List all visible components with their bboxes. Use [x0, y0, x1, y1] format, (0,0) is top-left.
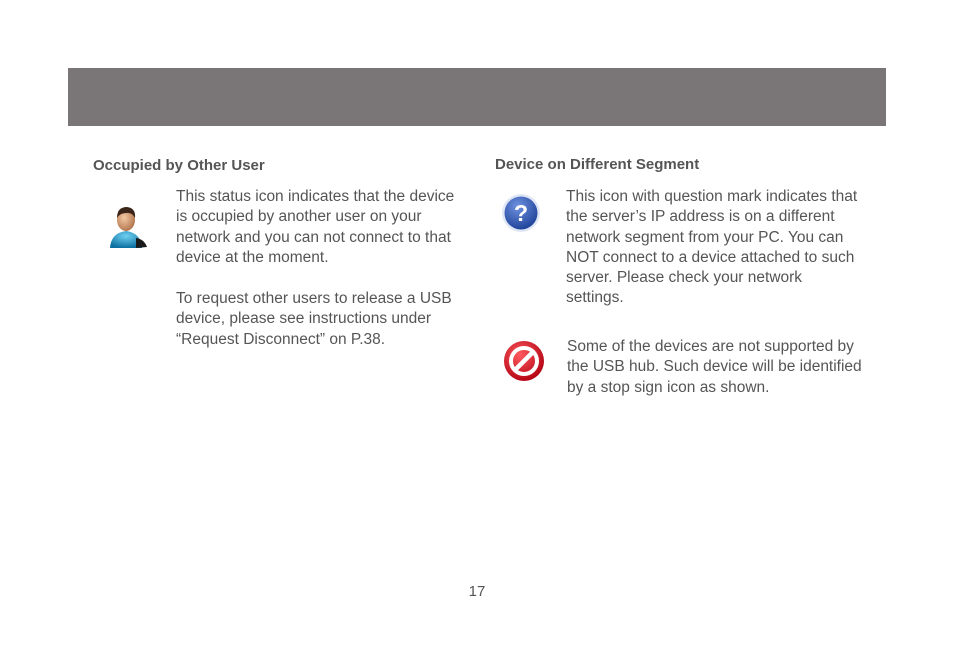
- occupied-description: This status icon indicates that the device is occupied by another user on your network and you can not connect to that device at the moment.: [176, 188, 455, 266]
- svg-text:?: ?: [513, 200, 529, 226]
- page-number: 17: [468, 583, 486, 600]
- different-segment-description: This icon with question mark indicates that the server’s IP address is on a different network segment from your PC. You can NOT connect to a device attached to such server. Please check your network settings.: [566, 188, 858, 307]
- header-bar: [68, 68, 886, 126]
- user-occupied-icon: [106, 204, 150, 250]
- heading-occupied-by-other-user: Occupied by Other User: [93, 157, 265, 174]
- question-mark-icon: [500, 192, 544, 234]
- unsupported-device-description: Some of the devices are not supported by the USB hub. Such device will be identified by a stop sign icon as shown.: [567, 338, 862, 396]
- request-disconnect-instructions: To request other users to release a USB device, please see instructions under “Request Disconnect” on P.38.: [176, 290, 452, 348]
- stop-sign-icon: [502, 339, 546, 383]
- heading-device-on-different-segment: Device on Different Segment: [495, 156, 700, 173]
